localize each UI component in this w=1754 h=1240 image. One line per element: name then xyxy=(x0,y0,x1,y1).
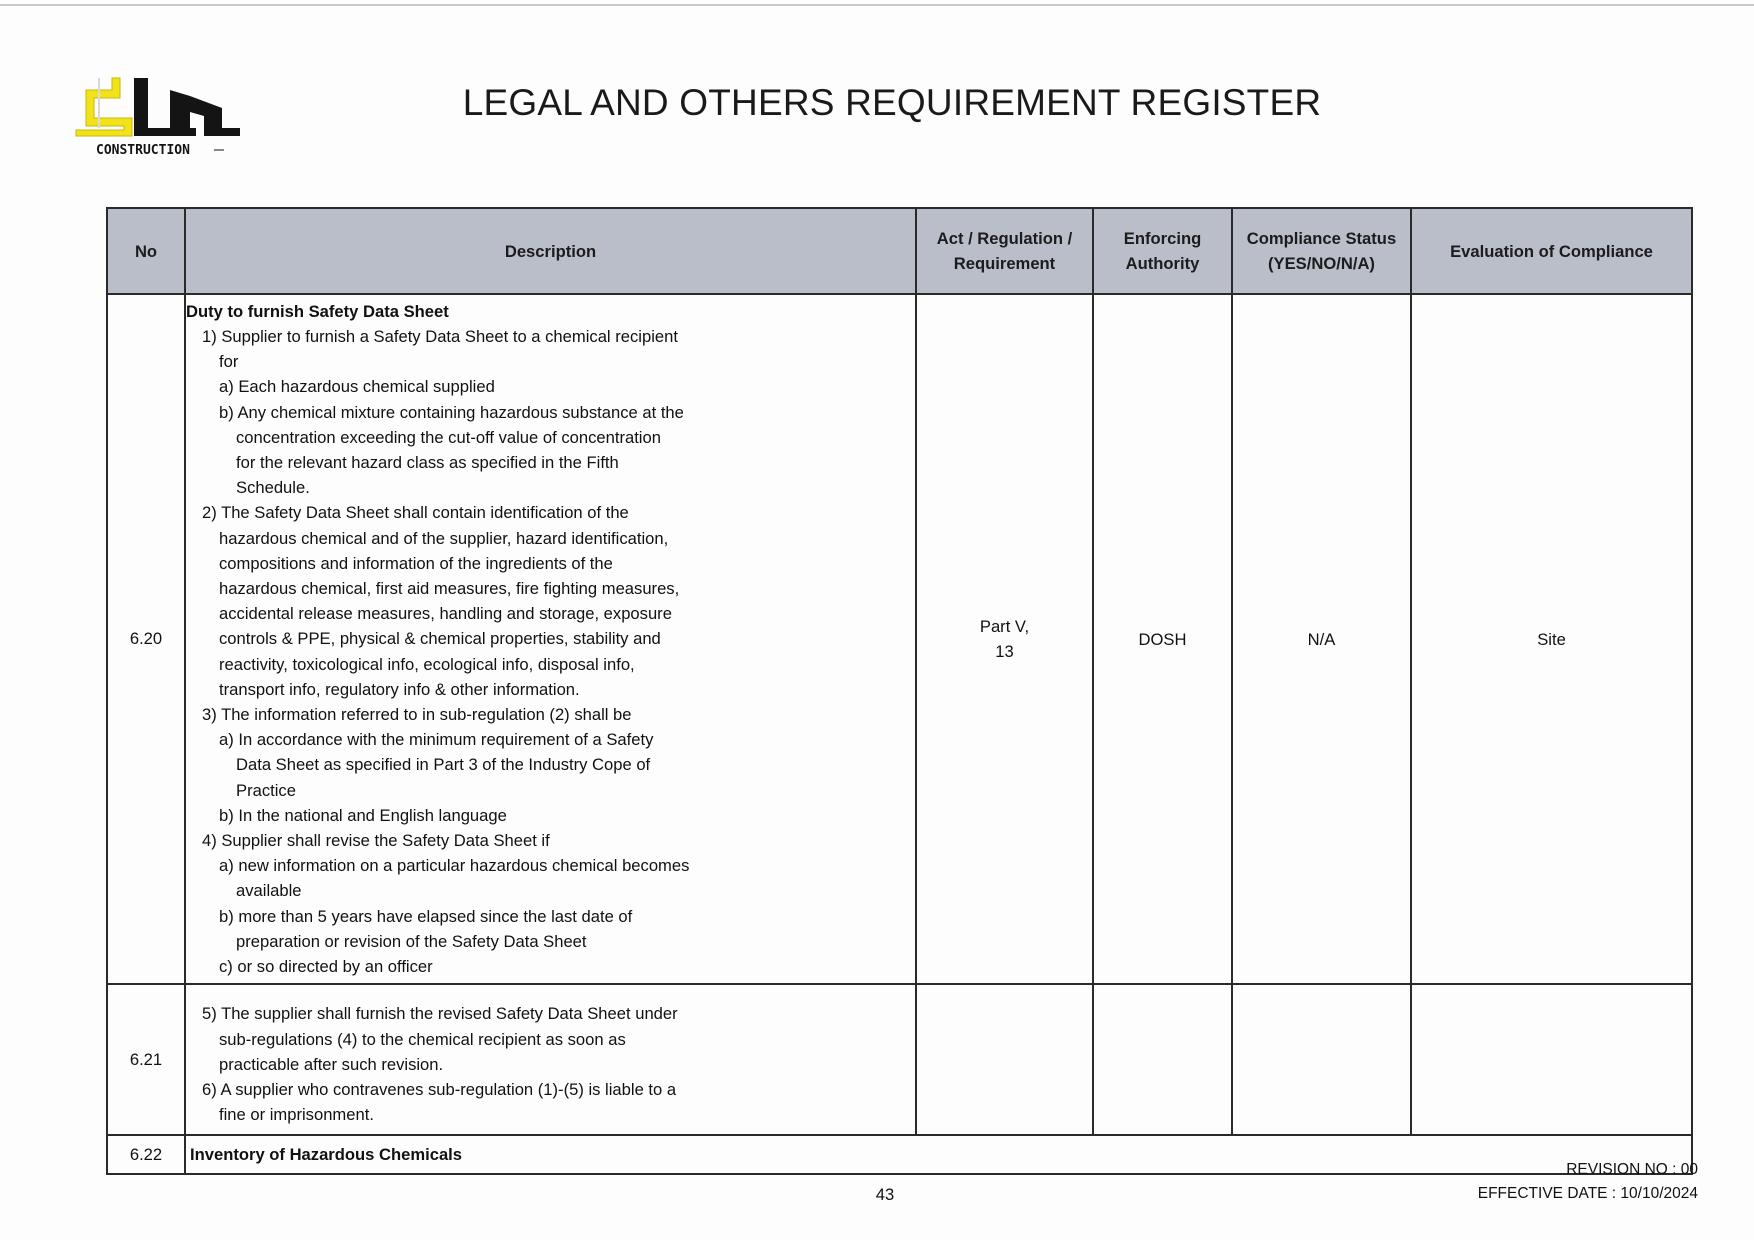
page-title: LEGAL AND OTHERS REQUIREMENT REGISTER xyxy=(462,82,1322,123)
description-line: concentration exceeding the cut-off value of concentration xyxy=(236,427,661,447)
description-line: available xyxy=(236,881,302,901)
row-heading: Duty to furnish Safety Data Sheet xyxy=(186,301,449,321)
description-line: 5) The supplier shall furnish the revised Safety Data Sheet under xyxy=(202,1004,678,1024)
row-act-regulation xyxy=(916,294,1093,984)
description-line: Practice xyxy=(236,780,296,800)
description-line: b) more than 5 years have elapsed since the last date of xyxy=(219,906,633,926)
row-heading: Inventory of Hazardous Chemicals xyxy=(190,1144,463,1164)
col-header-description: Description xyxy=(185,208,916,294)
description-line: preparation or revision of the Safety Data Sheet xyxy=(236,931,587,951)
col-header-act-line1: Act / Regulation / xyxy=(936,229,1073,248)
col-header-no: No xyxy=(107,208,185,294)
row-evaluation: Site xyxy=(1411,294,1692,984)
col-header-status-line1: Compliance Status xyxy=(1246,229,1397,248)
act-regulation-line2: 13 xyxy=(995,642,1014,661)
row-act-regulation xyxy=(916,984,1093,1135)
col-header-authority xyxy=(1093,208,1232,294)
description-line: b) In the national and English language xyxy=(219,805,507,825)
row-enforcing-authority: DOSH xyxy=(1093,294,1232,984)
row-compliance-status: N/A xyxy=(1232,294,1411,984)
row-enforcing-authority xyxy=(1093,984,1232,1135)
page-top-rule xyxy=(0,4,1754,6)
description-line: Schedule. xyxy=(236,478,310,498)
row-description xyxy=(185,1135,1692,1174)
description-line: reactivity, toxicological info, ecological info, disposal info, xyxy=(219,654,635,674)
description-line: for xyxy=(219,352,239,372)
row-description xyxy=(185,984,916,1135)
description-line: hazardous chemical, first aid measures, fire fighting measures, xyxy=(219,578,680,598)
description-line: Data Sheet as specified in Part 3 of the Industry Cope of xyxy=(236,755,651,775)
description-line: transport info, regulatory info & other information. xyxy=(219,679,580,699)
row-description xyxy=(185,294,916,984)
col-header-authority-line1: Enforcing xyxy=(1123,229,1202,248)
description-line: 1) Supplier to furnish a Safety Data Sheet to a chemical recipient xyxy=(202,326,678,346)
col-header-act xyxy=(916,208,1093,294)
description-line: practicable after such revision. xyxy=(219,1054,444,1074)
table-row xyxy=(107,1135,1692,1174)
table-row xyxy=(107,294,1692,984)
description-line: hazardous chemical and of the supplier, hazard identification, xyxy=(219,528,669,548)
description-line: 2) The Safety Data Sheet shall contain identification of the xyxy=(202,503,629,523)
description-line: sub-regulations (4) to the chemical recipient as soon as xyxy=(219,1029,626,1049)
effective-date: EFFECTIVE DATE : 10/10/2024 xyxy=(1477,1185,1698,1202)
col-header-act-line2: Requirement xyxy=(953,254,1056,273)
table-row xyxy=(107,984,1692,1135)
row-number: 6.21 xyxy=(107,984,185,1135)
row-number: 6.20 xyxy=(107,294,185,984)
description-line: 4) Supplier shall revise the Safety Data Sheet if xyxy=(202,831,550,851)
row-evaluation xyxy=(1411,984,1692,1135)
description-line: a) new information on a particular hazardous chemical becomes xyxy=(219,856,690,876)
act-regulation-line1: Part V, xyxy=(979,617,1030,636)
logo-wordmark: CONSTRUCTION xyxy=(96,143,190,158)
description-line: b) Any chemical mixture containing hazardous substance at the xyxy=(219,402,684,422)
description-line: controls & PPE, physical & chemical properties, stability and xyxy=(219,629,661,649)
row-compliance-status xyxy=(1232,984,1411,1135)
description-line: c) or so directed by an officer xyxy=(219,957,433,977)
requirement-register-table xyxy=(106,207,1693,1175)
col-header-authority-line2: Authority xyxy=(1125,254,1200,273)
description-line: fine or imprisonment. xyxy=(219,1105,374,1125)
description-line: 3) The information referred to in sub-regulation (2) shall be xyxy=(202,705,632,724)
table-header-row xyxy=(107,208,1692,294)
description-line: compositions and information of the ingredients of the xyxy=(219,553,613,573)
col-header-status-line2: (YES/NO/N/A) xyxy=(1268,254,1375,273)
document-control xyxy=(1478,1158,1698,1206)
description-line: a) Each hazardous chemical supplied xyxy=(219,377,495,397)
description-line: 6) A supplier who contravenes sub-regulation (1)-(5) is liable to a xyxy=(202,1080,677,1100)
col-header-evaluation: Evaluation of Compliance xyxy=(1411,208,1692,294)
col-header-status xyxy=(1232,208,1411,294)
page-number: 43 xyxy=(875,1185,895,1204)
revision-number: REVISION NO : 00 xyxy=(1566,1161,1698,1178)
description-line: accidental release measures, handling and storage, exposure xyxy=(219,604,672,624)
description-line: for the relevant hazard class as specified in the Fifth xyxy=(236,452,619,472)
row-number: 6.22 xyxy=(107,1135,185,1174)
description-line: a) In accordance with the minimum requirement of a Safety xyxy=(219,730,654,750)
